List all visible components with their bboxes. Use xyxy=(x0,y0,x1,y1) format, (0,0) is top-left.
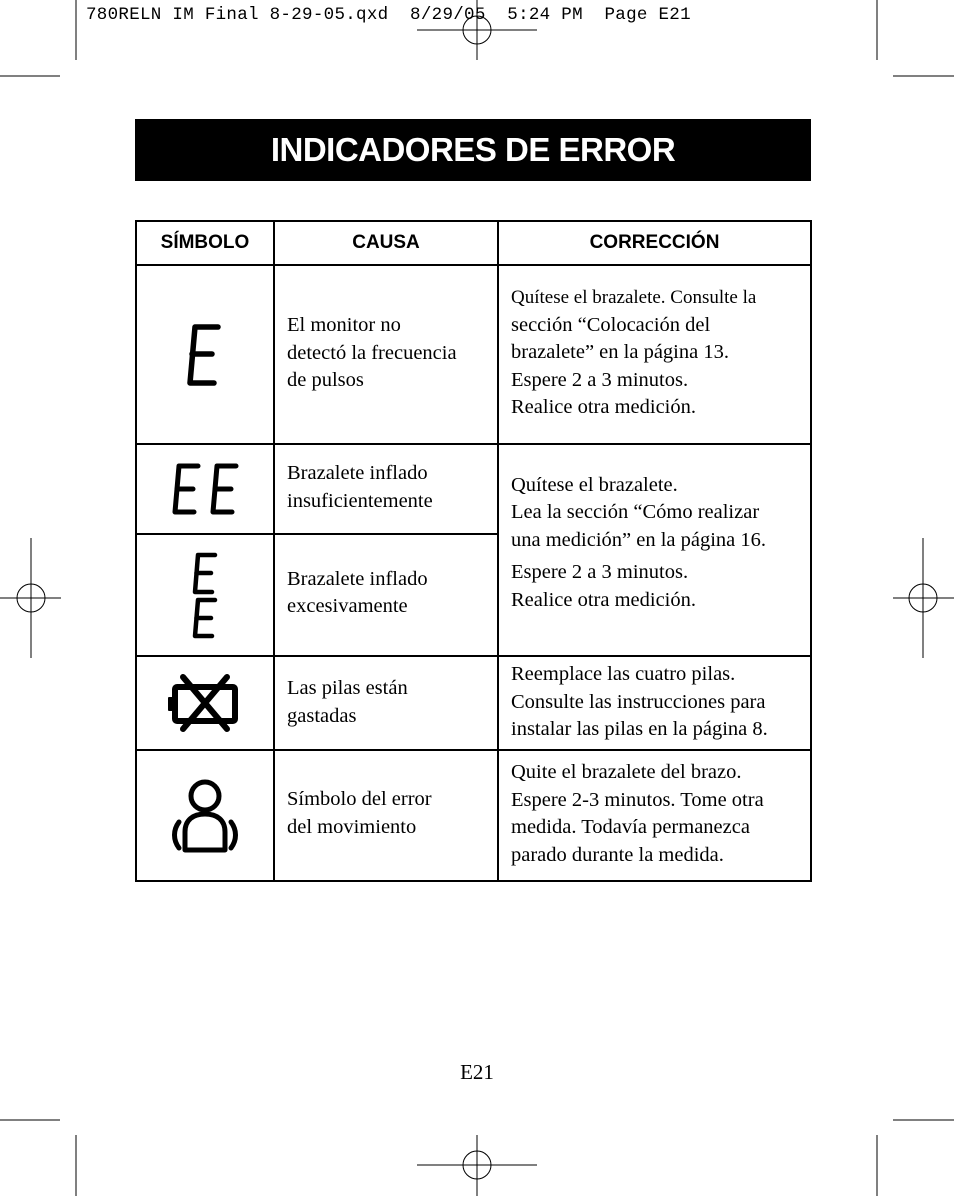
cause-cell: Símbolo del error del movimiento xyxy=(274,750,498,881)
correction-cell: Quítese el brazalete. Lea la sección “Cómo realizar una medición” en la página 16. Espere 2 a 3 minutos. Realice otra medición. xyxy=(498,444,811,656)
error-ee-icon xyxy=(168,462,242,516)
cause-cell: Brazalete inflado excesivamente xyxy=(274,534,498,656)
cause-cell: Brazalete inflado insuficientemente xyxy=(274,444,498,534)
page-number: E21 xyxy=(460,1060,494,1084)
cause-cell: Las pilas están gastadas xyxy=(274,656,498,750)
header-correction: CORRECCIÓN xyxy=(498,221,811,265)
table-header-row xyxy=(136,221,811,265)
header-cause: CAUSA xyxy=(274,221,498,265)
symbol-cell xyxy=(136,750,274,881)
correction-cell: Reemplace las cuatro pilas. Consulte las instrucciones para instalar las pilas en la página 8. xyxy=(498,656,811,750)
title-bar xyxy=(135,119,811,181)
error-ee-stacked-icon xyxy=(185,550,225,640)
header-symbol: SÍMBOLO xyxy=(136,221,274,265)
symbol-cell xyxy=(136,444,274,534)
error-table xyxy=(135,220,812,882)
table-row xyxy=(136,444,811,534)
correction-cell: Quite el brazalete del brazo. Espere 2-3 minutos. Tome otra medida. Todavía permanezca parado durante la medida. xyxy=(498,750,811,881)
symbol-cell xyxy=(136,265,274,444)
symbol-cell xyxy=(136,656,274,750)
table-row xyxy=(136,265,811,444)
symbol-cell xyxy=(136,534,274,656)
print-slug: 780RELN IM Final 8-29-05.qxd 8/29/05 5:24 PM Page E21 xyxy=(86,5,691,25)
cause-cell: El monitor no detectó la frecuencia de pulsos xyxy=(274,265,498,444)
correction-cell: Quítese el brazalete. Consulte la sección “Colocación del brazalete” en la página 13. Espere 2 a 3 minutos. Realice otra medición. xyxy=(498,265,811,444)
error-e-icon xyxy=(180,322,230,388)
table-row xyxy=(136,750,811,881)
battery-crossed-icon xyxy=(165,671,245,735)
table-row xyxy=(136,656,811,750)
person-movement-icon xyxy=(169,776,241,856)
page-title: INDICADORES DE ERROR xyxy=(270,131,676,168)
